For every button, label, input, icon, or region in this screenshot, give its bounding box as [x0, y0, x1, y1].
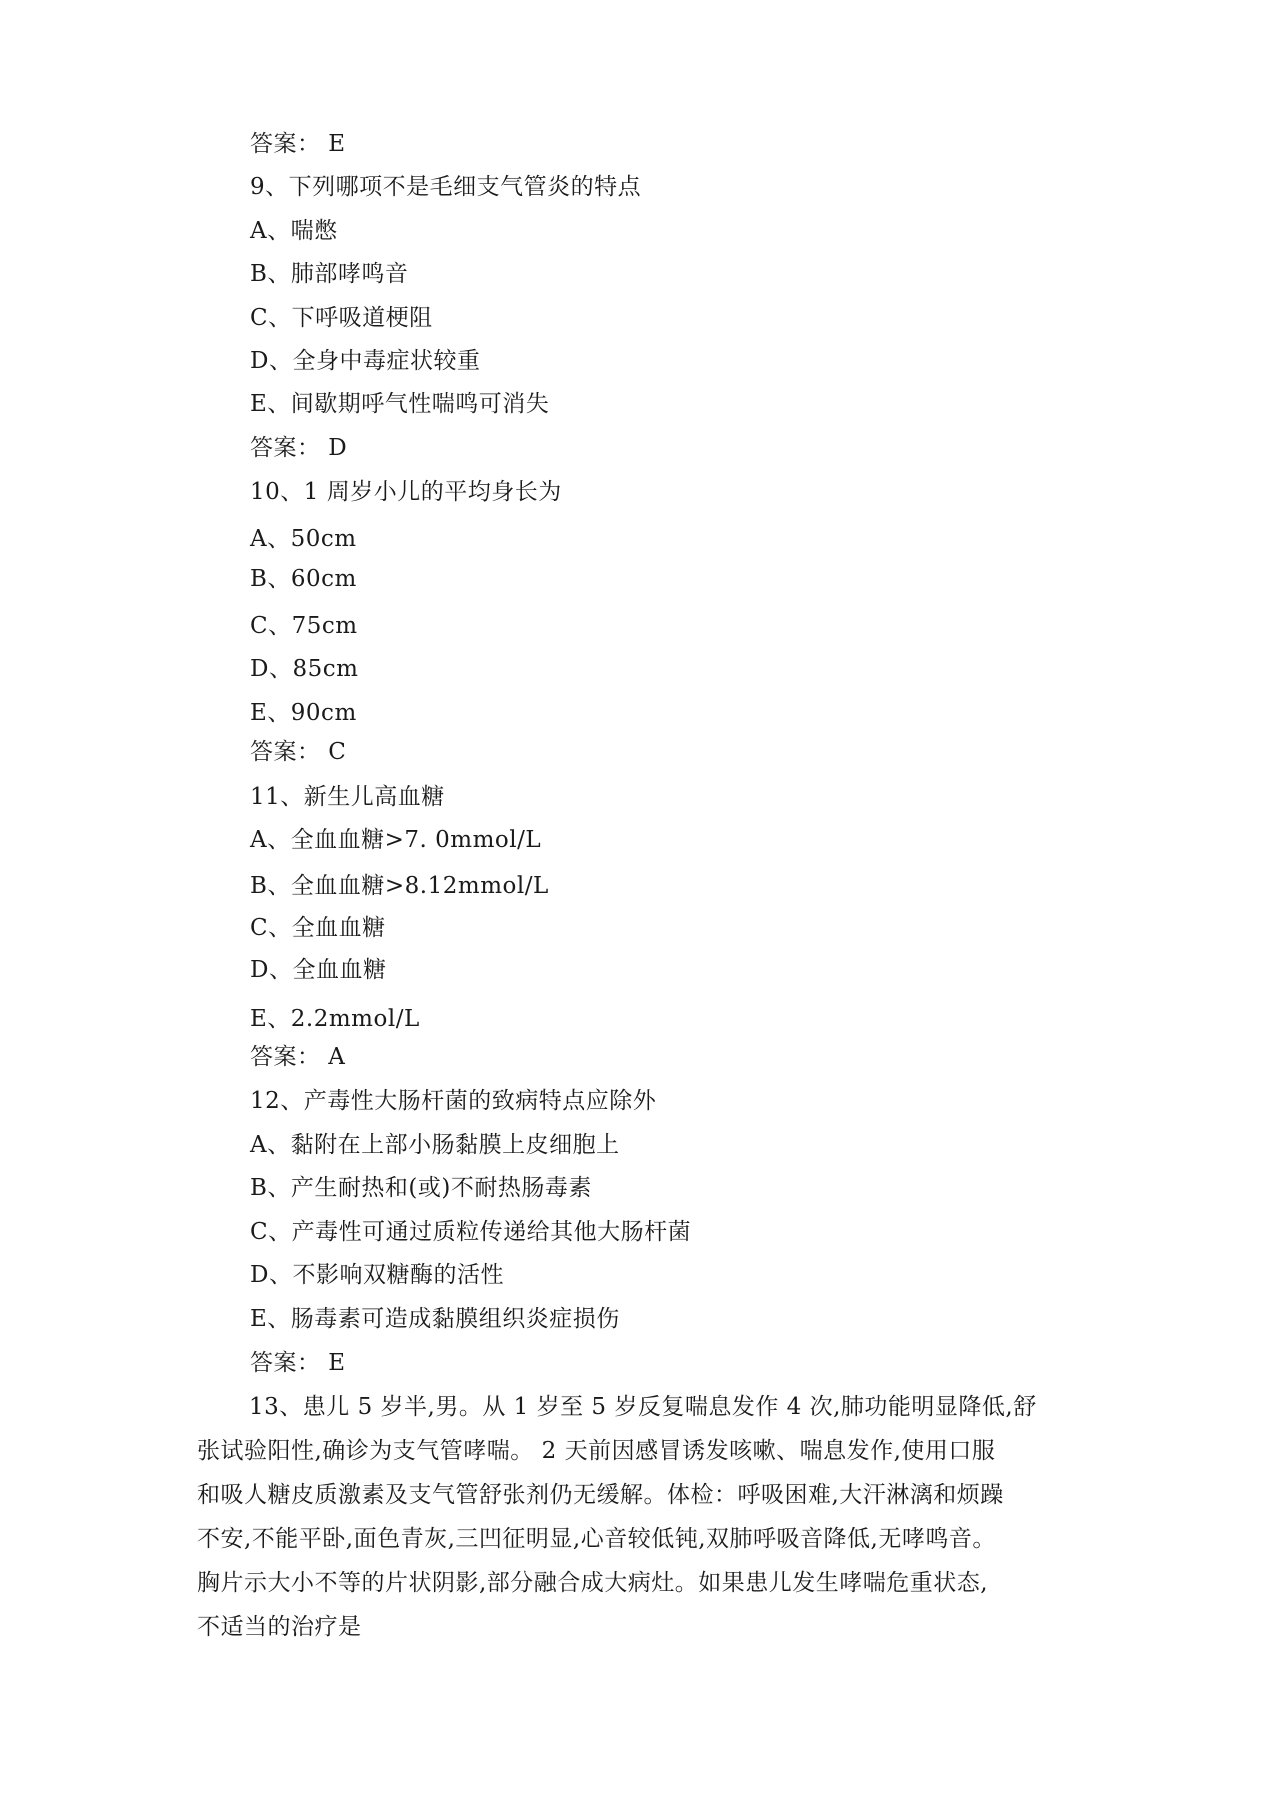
option-9e: E、间歇期呼气性喘鸣可消失: [250, 391, 550, 417]
question-13-line: 和吸人糖皮质激素及支气管舒张剂仍无缓解。体检：呼吸困难,大汗淋漓和烦躁: [197, 1482, 1004, 1508]
question-10: 10、1 周岁小儿的平均身长为: [250, 479, 562, 505]
option-10c: C、75cm: [250, 613, 358, 639]
option-12c: C、产毒性可通过质粒传递给其他大肠杆菌: [250, 1219, 692, 1245]
option-9d: D、全身中毒症状较重: [250, 348, 481, 374]
answer-q12: 答案： E: [250, 1350, 346, 1376]
option-9b: B、肺部哮鸣音: [250, 261, 409, 287]
option-11a: A、全血血糖>7. 0mmol/L: [250, 827, 542, 853]
question-13-line: 胸片示大小不等的片状阴影,部分融合成大病灶。如果患儿发生哮喘危重状态,: [197, 1570, 989, 1596]
option-10e: E、90cm: [250, 700, 357, 726]
option-12a: A、黏附在上部小肠黏膜上皮细胞上: [250, 1132, 620, 1158]
question-11: 11、新生儿高血糖: [250, 784, 445, 810]
option-10d: D、85cm: [250, 656, 359, 682]
option-10a: A、50cm: [250, 526, 357, 552]
question-9: 9、下列哪项不是毛细支气管炎的特点: [250, 174, 642, 200]
answer-q10: 答案： C: [250, 739, 347, 765]
option-11c: C、全血血糖: [250, 915, 386, 941]
question-13: [197, 1385, 1097, 1649]
option-12e: E、肠毒素可造成黏膜组织炎症损伤: [250, 1306, 620, 1332]
answer-q8: 答案： E: [250, 131, 346, 157]
question-13-line: 不安,不能平卧,面色青灰,三凹征明显,心音较低钝,双肺呼吸音降低,无哮鸣音。: [197, 1526, 996, 1552]
option-12d: D、不影响双糖酶的活性: [250, 1262, 504, 1288]
option-9c: C、下呼吸道梗阻: [250, 305, 433, 331]
question-13-line: 不适当的治疗是: [197, 1614, 362, 1640]
option-11b: B、全血血糖>8.12mmol/L: [250, 873, 549, 899]
option-11d: D、全血血糖: [250, 957, 387, 983]
option-12b: B、产生耐热和(或)不耐热肠毒素: [250, 1175, 592, 1201]
question-13-line: 张试验阳性,确诊为支气管哮喘。 2 天前因感冒诱发咳嗽、喘息发作,使用口服: [197, 1438, 996, 1464]
option-9a: A、喘憋: [250, 218, 338, 244]
option-10b: B、60cm: [250, 566, 357, 592]
question-13-line: 13、患儿 5 岁半,男。从 1 岁至 5 岁反复喘息发作 4 次,肺功能明显降低,舒: [249, 1394, 1037, 1420]
question-12: 12、产毒性大肠杆菌的致病特点应除外: [250, 1088, 657, 1114]
answer-q11: 答案： A: [250, 1044, 346, 1070]
option-11e: E、2.2mmol/L: [250, 1006, 420, 1032]
answer-q9: 答案： D: [250, 435, 348, 461]
